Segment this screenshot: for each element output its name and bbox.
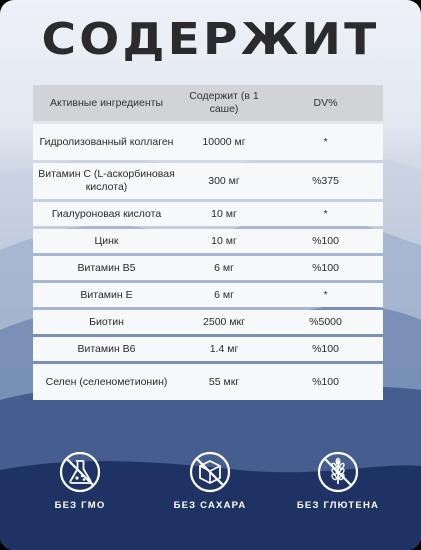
- ingredient-amount: 300 мг: [180, 163, 265, 199]
- header-ingredients: Активные ингредиенты: [33, 85, 180, 121]
- ingredient-amount: 10 мг: [180, 229, 265, 253]
- ingredient-amount: 55 мкг: [180, 364, 265, 400]
- ingredient-dv: %100: [265, 256, 383, 280]
- table-row: [33, 256, 383, 280]
- table-row: [33, 202, 383, 226]
- feature-badges: [0, 450, 421, 530]
- table-header-row: [33, 85, 383, 121]
- no-gluten-wheat-icon: [316, 450, 360, 494]
- ingredient-amount: 10000 мг: [180, 124, 265, 160]
- badge-label: БЕЗ ГМО: [54, 500, 106, 511]
- badge-label: БЕЗ САХАРА: [173, 500, 247, 511]
- ingredient-name: Гидролизованный коллаген: [33, 124, 180, 160]
- ingredient-name: Цинк: [33, 229, 180, 253]
- ingredient-dv: *: [265, 124, 383, 160]
- ingredient-dv: %375: [265, 163, 383, 199]
- badge-no-gluten: [278, 450, 398, 511]
- ingredient-name: Биотин: [33, 310, 180, 334]
- ingredient-name: Витамин С (L-аскорбиновая кислота): [33, 163, 180, 199]
- ingredient-name: Витамин В5: [33, 256, 180, 280]
- ingredient-name: Гиалуроновая кислота: [33, 202, 180, 226]
- table-row: [33, 163, 383, 199]
- ingredient-dv: %5000: [265, 310, 383, 334]
- table-row: [33, 229, 383, 253]
- page-title: СОДЕРЖИТ: [41, 14, 380, 65]
- ingredient-dv: *: [265, 202, 383, 226]
- ingredient-amount: 2500 мкг: [180, 310, 265, 334]
- badge-no-gmo: [20, 450, 140, 511]
- ingredient-name: Селен (селенометионин): [33, 364, 180, 400]
- table-row: [33, 337, 383, 361]
- badge-no-sugar: [150, 450, 270, 511]
- ingredient-dv: %100: [265, 229, 383, 253]
- ingredient-dv: *: [265, 283, 383, 307]
- no-sugar-cube-icon: [188, 450, 232, 494]
- ingredient-name: Витамин Е: [33, 283, 180, 307]
- header-amount: Содержит (в 1 саше): [180, 85, 265, 121]
- ingredients-table: [33, 82, 383, 403]
- ingredient-amount: 10 мг: [180, 202, 265, 226]
- no-gmo-flask-icon: [58, 450, 102, 494]
- table-row: [33, 310, 383, 334]
- ingredient-dv: %100: [265, 337, 383, 361]
- table-row: [33, 364, 383, 400]
- badge-label: БЕЗ ГЛЮТЕНА: [296, 500, 380, 511]
- ingredient-amount: 6 мг: [180, 256, 265, 280]
- table-row: [33, 124, 383, 160]
- header-dv: DV%: [265, 85, 383, 121]
- ingredient-name: Витамин В6: [33, 337, 180, 361]
- ingredient-amount: 6 мг: [180, 283, 265, 307]
- ingredient-dv: %100: [265, 364, 383, 400]
- ingredient-amount: 1.4 мг: [180, 337, 265, 361]
- table-row: [33, 283, 383, 307]
